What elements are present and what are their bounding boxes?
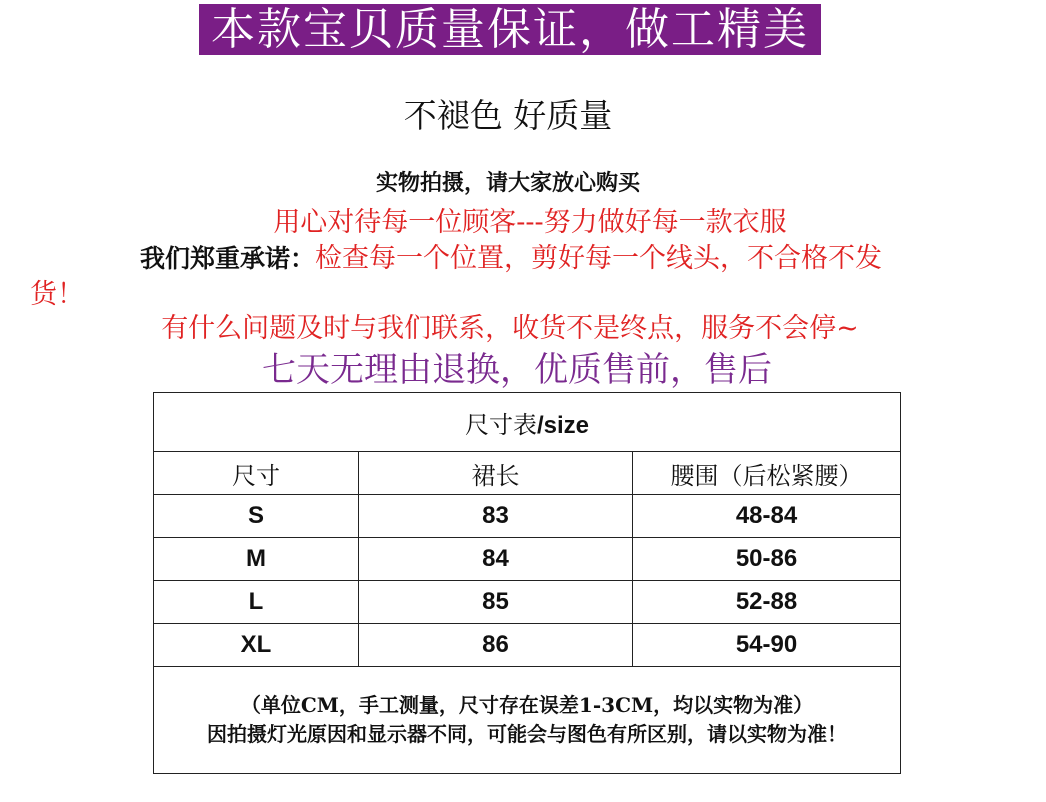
column-header: 裙长 — [359, 452, 633, 495]
promise-continuation: 货！ — [30, 279, 84, 310]
subtitle: 不褪色 好质量 — [403, 96, 613, 135]
measurement-note: （单位CM，手工测量，尺寸存在误差1-3CM，均以实物为准） — [240, 693, 814, 717]
table-row — [154, 624, 901, 667]
column-header: 腰围（后松紧腰） — [633, 452, 901, 495]
color-disclaimer: 因拍摄灯光原因和显示器不同，可能会与图色有所区别，请以实物为准！ — [207, 722, 847, 746]
length-cell: 84 — [359, 538, 633, 581]
size-table-header-row — [154, 452, 901, 495]
waist-cell: 48-84 — [633, 495, 901, 538]
return-policy-line: 七天无理由退换，优质售前，售后 — [262, 350, 772, 390]
column-header: 尺寸 — [154, 452, 359, 495]
length-cell: 83 — [359, 495, 633, 538]
table-row — [154, 581, 901, 624]
promise-text: 检查每一个位置，剪好每一个线头，不合格不发 — [315, 243, 883, 274]
size-table-note — [154, 667, 901, 774]
size-table-title-cn: 尺寸表 — [464, 410, 537, 439]
size-cell: XL — [154, 624, 359, 667]
table-row — [154, 495, 901, 538]
size-table-note-row — [154, 667, 901, 774]
size-cell: L — [154, 581, 359, 624]
size-cell: M — [154, 538, 359, 581]
size-table-title-en: /size — [536, 411, 590, 439]
waist-cell: 52-88 — [633, 581, 901, 624]
contact-line: 有什么问题及时与我们联系，收货不是终点，服务不会停~ — [161, 313, 859, 344]
promo-banner: 本款宝贝质量保证，做工精美 — [199, 4, 821, 55]
length-cell: 86 — [359, 624, 633, 667]
size-table-title — [154, 393, 901, 452]
waist-cell: 54-90 — [633, 624, 901, 667]
table-row — [154, 538, 901, 581]
length-cell: 85 — [359, 581, 633, 624]
photo-note: 实物拍摄，请大家放心购买 — [375, 170, 640, 196]
size-cell: S — [154, 495, 359, 538]
size-table — [153, 392, 901, 774]
promise-label: 我们郑重承诺： — [140, 244, 316, 273]
size-table-title-row — [154, 393, 901, 452]
care-line: 用心对待每一位顾客---努力做好每一款衣服 — [273, 207, 787, 238]
waist-cell: 50-86 — [633, 538, 901, 581]
promise-line — [140, 236, 882, 275]
